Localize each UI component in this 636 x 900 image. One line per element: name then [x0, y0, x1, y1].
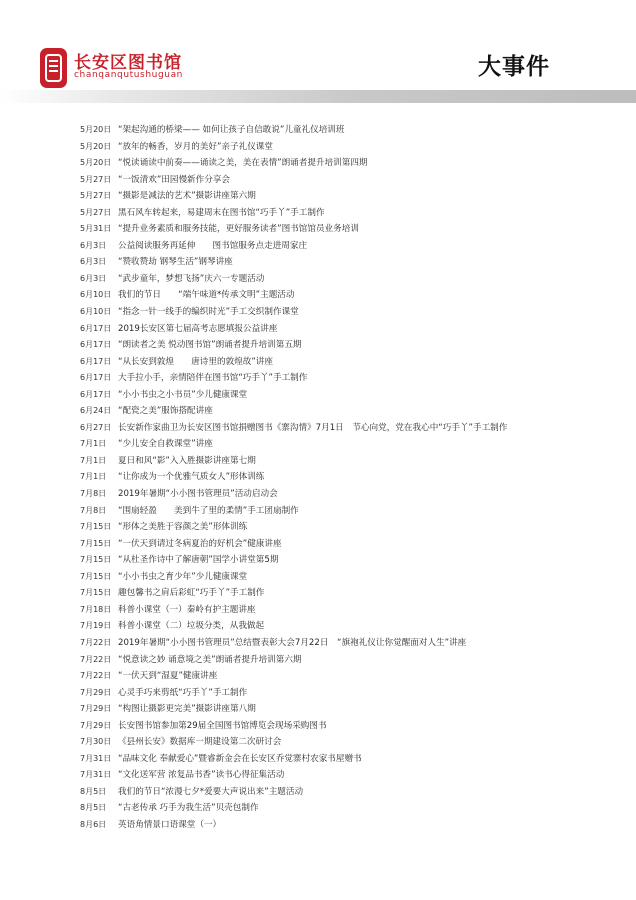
event-description: “从长安到敦煌 唐诗里的敦煌故”讲座 [118, 356, 273, 367]
event-date: 7月15日 [80, 538, 112, 548]
event-item [0, 635, 636, 652]
event-date: 7月15日 [80, 588, 112, 598]
event-item [0, 271, 636, 288]
event-item [0, 221, 636, 238]
event-item [0, 172, 636, 189]
event-item [0, 321, 636, 338]
event-date: 7月22日 [80, 637, 112, 647]
event-item [0, 238, 636, 255]
event-item [0, 718, 636, 735]
event-description: “武步童年，梦想飞扬”庆六一专题活动 [118, 273, 265, 284]
event-date: 5月31日 [80, 224, 112, 234]
page-header [0, 0, 636, 104]
event-description: 夏日和风“影”入入胜摄影讲座第七期 [118, 455, 256, 466]
event-date: 5月27日 [80, 207, 112, 217]
event-item [0, 685, 636, 702]
event-date: 7月22日 [80, 671, 112, 681]
event-date: 8月6日 [80, 819, 107, 829]
event-date: 5月20日 [80, 141, 112, 151]
library-name: 长安区图书馆 [74, 53, 182, 73]
event-description: “一饭清欢”田园慢新作分享会 [118, 174, 231, 185]
event-date: 6月17日 [80, 323, 112, 333]
event-description: “放年的畅香，岁月的美好”亲子礼仪课堂 [118, 141, 273, 152]
event-item [0, 751, 636, 768]
event-date: 7月8日 [80, 505, 107, 515]
header-divider-bar [0, 90, 636, 103]
event-item [0, 800, 636, 817]
event-description: 科普小课堂（一）秦岭有护主题讲座 [118, 604, 256, 615]
event-date: 7月22日 [80, 654, 112, 664]
event-description: 大手拉小手，亲情陪伴在图书馆“巧手丫”手工制作 [118, 373, 308, 384]
event-description: 科普小课堂（二）垃圾分类，从我做起 [118, 621, 265, 632]
event-item [0, 453, 636, 470]
event-description: “配瓷之美”服饰搭配讲座 [118, 406, 213, 417]
event-date: 7月29日 [80, 704, 112, 714]
event-item [0, 155, 636, 172]
event-description: 心灵手巧来剪纸“巧手丫”手工制作 [118, 687, 248, 698]
event-date: 5月27日 [80, 174, 112, 184]
event-description: “文化送军营 浓复品书香”读书心得征集活动 [118, 770, 285, 781]
event-item [0, 784, 636, 801]
event-description: 公益阅读服务再延伸 图书馆服务点走进周家庄 [118, 240, 308, 251]
event-description: “品味文化 奉献爱心”暨睿新金会在长安区乔觉寨村农家书屋赠书 [118, 753, 362, 764]
event-date: 7月15日 [80, 571, 112, 581]
event-item [0, 668, 636, 685]
event-description: “一伏天到请过冬病夏治的好机会”健康讲座 [118, 538, 282, 549]
event-description: 我们的节日“浓漫七夕*爱要大声说出来”主题活动 [118, 786, 304, 797]
events-list [0, 122, 636, 834]
event-date: 5月27日 [80, 191, 112, 201]
event-item [0, 569, 636, 586]
event-item [0, 387, 636, 404]
event-item [0, 337, 636, 354]
event-description: “指念一针一线手的编织时光”手工交织制作课堂 [118, 307, 299, 318]
event-description: “从杜圣作诗中了解唐朝”国学小讲堂第5期 [118, 555, 279, 566]
event-date: 6月17日 [80, 356, 112, 366]
event-date: 6月27日 [80, 422, 112, 432]
event-date: 7月8日 [80, 489, 107, 499]
event-item [0, 139, 636, 156]
event-item [0, 701, 636, 718]
event-description: “赞收赞劫 钢琴生活”钢琴讲座 [118, 257, 233, 268]
event-date: 7月19日 [80, 621, 112, 631]
event-item [0, 767, 636, 784]
event-item [0, 552, 636, 569]
event-item [0, 420, 636, 437]
event-item [0, 652, 636, 669]
event-item [0, 436, 636, 453]
event-item [0, 503, 636, 520]
event-item [0, 817, 636, 834]
event-item [0, 205, 636, 222]
event-item [0, 519, 636, 536]
event-description: “朗读者之美 悦动图书馆”朗诵者提升培训第五期 [118, 340, 302, 351]
event-item [0, 618, 636, 635]
event-description: “构图让摄影更完美”摄影讲座第八期 [118, 704, 256, 715]
event-description: “一伏天到“湿夏”健康讲座 [118, 671, 218, 682]
event-item [0, 354, 636, 371]
event-date: 7月31日 [80, 770, 112, 780]
event-description: 《县州长安》数据库一期建设第二次研讨会 [118, 737, 282, 748]
event-item [0, 304, 636, 321]
event-description: “少儿安全自救课堂”讲座 [118, 439, 213, 450]
page-title: 大事件 [478, 53, 550, 80]
event-item [0, 287, 636, 304]
event-description: 我们的节日 “端午味道*传承文明”主题活动 [118, 290, 295, 301]
event-date: 6月3日 [80, 273, 107, 283]
event-description: “小小书虫之小书员”少儿健康课堂 [118, 389, 248, 400]
event-item [0, 370, 636, 387]
library-pinyin: chanqanqutushuguan [74, 70, 183, 80]
event-description: 2019年暑期“小小图书管理员”总结暨表彰大会7月22日 “旗袍礼仪让你觉醒面对人生”讲座 [118, 637, 467, 648]
event-item [0, 536, 636, 553]
event-date: 7月29日 [80, 687, 112, 697]
event-item [0, 602, 636, 619]
event-date: 8月5日 [80, 803, 107, 813]
event-description: “悦读诵读中前奏——诵读之美，美在表情”朗诵者提升培训第四期 [118, 158, 368, 169]
event-date: 6月10日 [80, 307, 112, 317]
event-description: 2019年暑期“小小图书管理员”活动启动会 [118, 489, 278, 500]
event-date: 6月3日 [80, 257, 107, 267]
event-description: 长安图书馆参加第29届全国图书馆博览会现场采购图书 [118, 720, 327, 731]
event-description: 趣包馨书之肩后彩虹“巧手丫”手工制作 [118, 588, 265, 599]
event-description: “让你成为一个优雅气质女人”形体训练 [118, 472, 265, 483]
event-date: 5月20日 [80, 125, 112, 134]
event-date: 5月20日 [80, 158, 112, 168]
event-description: “提升业务素质和服务技能，更好服务读者”图书馆馆员业务培训 [118, 224, 359, 235]
event-item [0, 188, 636, 205]
event-date: 6月17日 [80, 340, 112, 350]
event-date: 7月29日 [80, 720, 112, 730]
event-date: 7月30日 [80, 737, 112, 747]
event-item [0, 403, 636, 420]
event-date: 7月1日 [80, 455, 107, 465]
event-item [0, 585, 636, 602]
event-description: 英语角情景口语课堂（一） [118, 819, 222, 830]
event-date: 6月10日 [80, 290, 112, 300]
event-description: 长安新作家曲卫为长安区图书馆捐赠图书《寨沟情》7月1日 节心向党，党在我心中“巧手丫”手工制作 [118, 422, 508, 433]
event-date: 7月31日 [80, 753, 112, 763]
event-item [0, 734, 636, 751]
event-date: 8月5日 [80, 786, 107, 796]
event-item [0, 254, 636, 271]
event-date: 7月1日 [80, 439, 107, 449]
event-date: 6月3日 [80, 240, 107, 250]
event-description: “围扇轻盈 美到牛了里的柔情”手工团扇制作 [118, 505, 299, 516]
event-description: 2019长安区第七届高考志愿填报公益讲座 [118, 323, 278, 334]
event-description: “形体之美胜于容颜之美”形体训练 [118, 522, 248, 533]
event-date: 7月15日 [80, 522, 112, 532]
event-description: 黑石风车转起来，易建周末在图书馆“巧手丫”手工制作 [118, 207, 325, 218]
library-logo-icon [40, 48, 67, 88]
event-date: 6月17日 [80, 373, 112, 383]
event-item [0, 486, 636, 503]
event-description: “小小书虫之育少年”少儿健康课堂 [118, 571, 248, 582]
event-date: 7月1日 [80, 472, 107, 482]
event-description: “架起沟通的桥梁—— 如何让孩子自信敢说”儿童礼仪培训班 [118, 125, 345, 135]
event-date: 6月17日 [80, 389, 112, 399]
event-item [0, 122, 636, 139]
event-date: 7月15日 [80, 555, 112, 565]
event-description: “摄影是减法的艺术”摄影讲座第六期 [118, 191, 256, 202]
event-description: “古老传承 巧手为我生活”贝壳包制作 [118, 803, 259, 814]
event-description: “悦意读之妙 诵意境之美”朗诵者提升培训第六期 [118, 654, 302, 665]
event-date: 6月24日 [80, 406, 112, 416]
event-item [0, 469, 636, 486]
event-date: 7月18日 [80, 604, 112, 614]
